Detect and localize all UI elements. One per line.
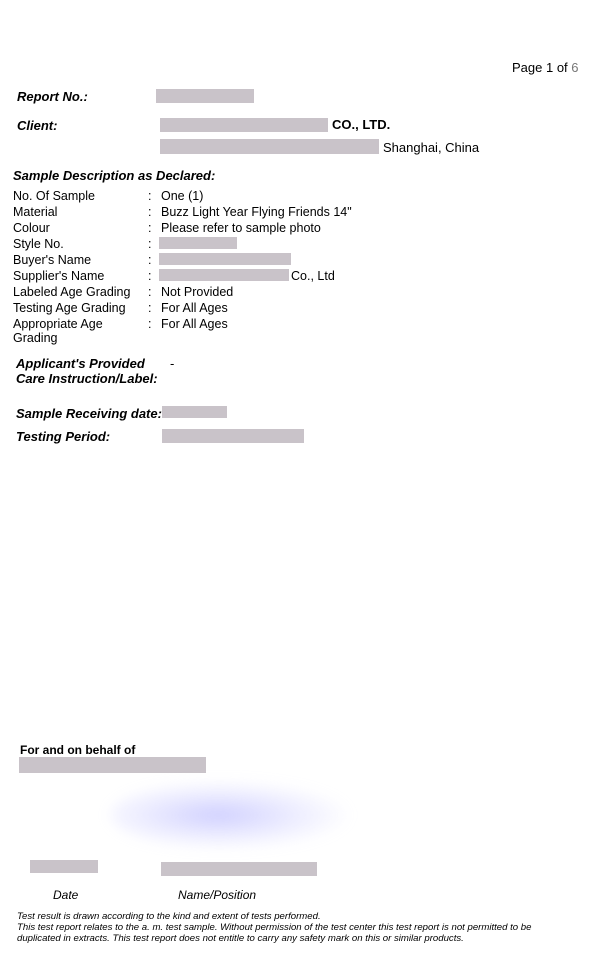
sample-row-value: For All Ages: [161, 317, 228, 331]
footer-line: This test report relates to the a. m. test sample. Without permission of the test center this test report is not permitted to be: [17, 922, 532, 933]
redacted-name-position: [161, 862, 317, 876]
report-no-label: Report No.:: [17, 89, 88, 104]
redacted-receiving-date: [162, 406, 227, 418]
client-company-suffix: CO., LTD.: [332, 117, 391, 132]
client-address-suffix: Shanghai, China: [383, 140, 480, 155]
sample-receiving-date-label: Sample Receiving date:: [16, 406, 162, 421]
footer-line: duplicated in extracts. This test report does not entitle to carry any safety mark on this or similar products.: [17, 933, 464, 944]
footer-disclaimer: [17, 911, 587, 944]
sample-row-colon: :: [148, 221, 152, 235]
sample-row-value: Please refer to sample photo: [161, 221, 321, 235]
sample-row-colon: :: [148, 285, 152, 299]
sample-row-label: Supplier's Name: [13, 269, 105, 283]
date-label: Date: [53, 888, 79, 902]
sample-row-colon: :: [148, 317, 152, 331]
testing-period-label: Testing Period:: [16, 429, 111, 444]
signature-stamp: [110, 780, 350, 850]
care-label-line1: Applicant's Provided: [16, 356, 145, 371]
page-number-prefix: Page 1 of: [512, 60, 568, 75]
redacted-style-no: [159, 237, 237, 249]
sample-row-label: Material: [13, 205, 58, 219]
sample-row-label: Buyer's Name: [13, 253, 92, 267]
sample-row-colon: :: [148, 189, 152, 203]
redacted-company-name: [19, 757, 206, 773]
sample-row-colon: :: [148, 253, 152, 267]
sample-row-value: One (1): [161, 189, 204, 203]
sample-row-colon: :: [148, 205, 152, 219]
sample-row-value: Buzz Light Year Flying Friends 14": [161, 205, 352, 219]
sample-row-colon: :: [148, 269, 152, 283]
sample-description-heading: Sample Description as Declared:: [13, 168, 216, 183]
care-label-line2: Care Instruction/Label:: [16, 371, 158, 386]
sample-row-label: Style No.: [13, 237, 64, 251]
redacted-client-name: [160, 118, 328, 132]
sample-row-label-continuation: Grading: [13, 331, 58, 345]
redacted-buyer-name: [159, 253, 291, 265]
sample-row-colon: :: [148, 237, 152, 251]
page-number: [512, 60, 579, 75]
sample-row-label: No. Of Sample: [13, 189, 95, 203]
sample-row-label: Appropriate Age: [13, 317, 103, 331]
sample-row-label: Testing Age Grading: [13, 301, 126, 315]
client-label: Client:: [17, 118, 58, 133]
redacted-client-address: [160, 139, 379, 154]
sample-row-colon: :: [148, 301, 152, 315]
sample-row-label: Colour: [13, 221, 50, 235]
sample-row-value: For All Ages: [161, 301, 228, 315]
sample-row-value: Not Provided: [161, 285, 234, 299]
on-behalf-label: For and on behalf of: [20, 743, 136, 757]
name-position-label: Name/Position: [178, 888, 257, 902]
page-total: 6: [571, 60, 579, 75]
redacted-supplier-name: [159, 269, 289, 281]
redacted-testing-period: [162, 429, 304, 443]
sample-row-value: Co., Ltd: [291, 269, 335, 283]
redacted-date: [30, 860, 98, 873]
sample-row-label: Labeled Age Grading: [13, 285, 131, 299]
redacted-report-no: [156, 89, 254, 103]
footer-line: Test result is drawn according to the kind and extent of tests performed.: [17, 911, 321, 922]
care-value: -: [170, 356, 175, 371]
